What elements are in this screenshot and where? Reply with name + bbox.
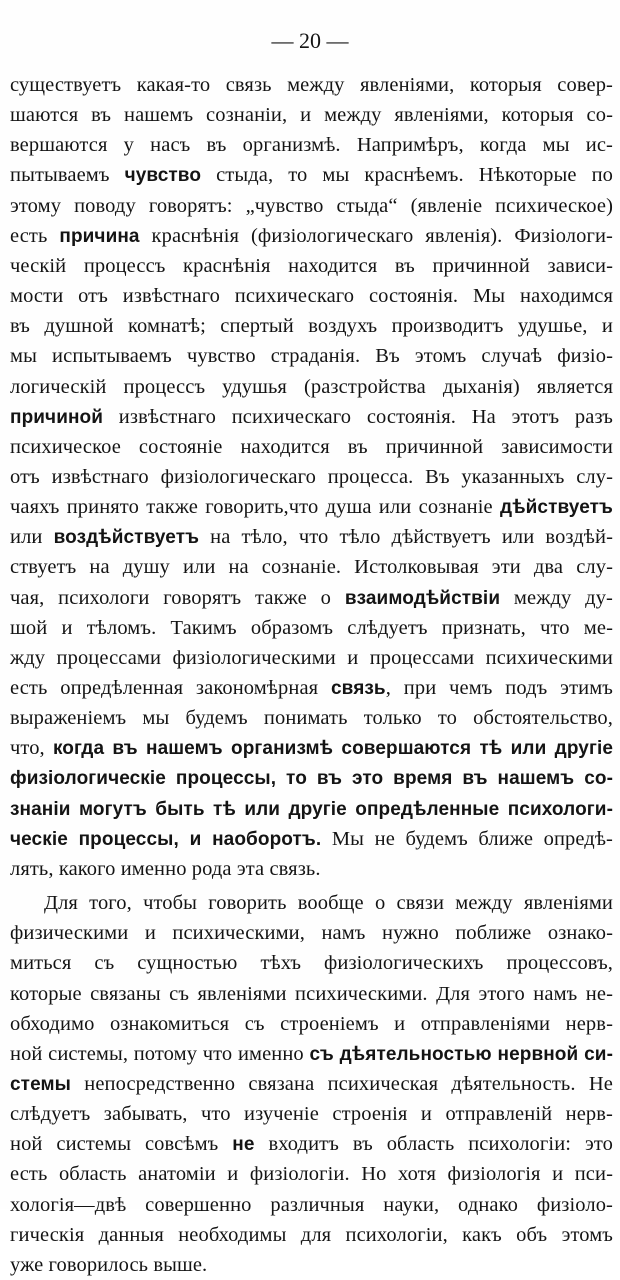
emphasized-text: связь: [331, 678, 386, 699]
text-segment: выраженіемъ мы будемъ понимать только то обстоятельство,: [10, 707, 613, 730]
text-line: [10, 1009, 613, 1039]
text-line: [10, 1220, 613, 1250]
emphasized-text: съ дѣятельностью нервной си-: [309, 1043, 613, 1065]
text-segment: или: [10, 526, 54, 549]
text-line: [10, 492, 613, 522]
text-segment: на тѣло, что тѣло дѣйствуетъ или воздѣй-: [199, 526, 613, 549]
text-line: [10, 341, 613, 371]
text-segment: пытываемъ: [10, 164, 125, 187]
text-line: [10, 763, 613, 793]
text-line: [10, 1069, 613, 1099]
text-segment: хологія—двѣ совершенно различныя науки, однако физіоло-: [10, 1193, 613, 1216]
text-segment: которые связаны съ явленіями психическими. Для этого намъ не-: [10, 982, 613, 1005]
emphasized-text: причина: [59, 225, 140, 247]
text-segment: Мы не будемъ ближе опредѣ-: [321, 827, 613, 850]
text-line: [10, 1039, 613, 1069]
text-line: [10, 824, 613, 854]
emphasized-text: дѣйствуетъ: [500, 497, 613, 519]
text-segment: стыда, то мы краснѣемъ. Нѣкоторые по: [201, 164, 614, 187]
text-segment: чая, психологи говорятъ также о: [10, 586, 345, 609]
text-segment: чаяхъ принято также говорить,что душа или сознаніе: [10, 496, 501, 519]
text-line: [10, 402, 613, 432]
text-line: [10, 251, 613, 281]
emphasized-text: стемы: [10, 1073, 71, 1095]
text-segment: Для того, чтобы говорить вообще о связи между явленіями: [44, 892, 613, 915]
text-segment: обходимо ознакомиться съ строеніемъ и отправленіями нерв-: [10, 1012, 613, 1035]
text-segment: существуетъ какая-то связь между явленіями, которыя совер-: [10, 74, 613, 96]
text-segment: жду процессами физіологическими и процессами психическими: [10, 646, 613, 669]
text-line: [10, 462, 613, 492]
text-line: [10, 583, 613, 613]
emphasized-text: воздѣйствуетъ: [53, 527, 200, 549]
text-segment: психическое состояніе находится въ причинной зависимости: [10, 435, 613, 458]
text-segment: входитъ въ область психологіи: это: [254, 1133, 613, 1156]
text-line: [10, 643, 613, 673]
text-line: [10, 1129, 613, 1159]
emphasized-text: когда въ нашемъ организмѣ совершаются тѣ или другіе: [52, 738, 614, 760]
text-segment: мости отъ извѣстнаго психическаго состоянія. Мы находимся: [10, 285, 613, 308]
emphasized-text: ческіе процессы, и наоборотъ.: [10, 828, 322, 850]
emphasized-text: знаніи могутъ быть тѣ или другіе опредѣленные психологи-: [10, 798, 613, 820]
text-line: [10, 1099, 613, 1129]
text-line: [10, 979, 613, 1009]
emphasized-text: причиной: [10, 406, 104, 428]
text-segment: уже говорилось выше.: [10, 1253, 208, 1276]
text-segment: гическія данныя необходимы для психологіи, какъ объ этомъ: [10, 1223, 613, 1246]
text-segment: ной системы, потому что именно: [10, 1042, 310, 1065]
text-segment: физическими и психическими, намъ нужно поближе ознако-: [10, 922, 613, 945]
text-segment: ной системы совсѣмъ: [10, 1133, 233, 1156]
text-line: [10, 918, 613, 948]
text-line: [44, 888, 613, 918]
text-line: [10, 432, 613, 462]
text-line: [10, 703, 613, 733]
text-segment: есть область анатоміи и физіологіи. Но хотя физіологія и пси-: [10, 1163, 613, 1186]
text-segment: между ду-: [500, 586, 613, 609]
text-line: [10, 281, 613, 311]
text-line: [10, 311, 613, 341]
text-segment: шой и тѣломъ. Такимъ образомъ слѣдуетъ признать, что ме-: [10, 616, 613, 639]
text-segment: въ душной комнатѣ; спертый воздухъ производитъ удушье, и: [10, 315, 613, 338]
text-line: [10, 948, 613, 978]
text-line: [10, 854, 613, 884]
text-line: [10, 70, 613, 100]
text-segment: непосредственно связана психическая дѣятельность. Не: [70, 1072, 613, 1095]
emphasized-text: чувство: [124, 165, 202, 187]
text-line: [10, 522, 613, 552]
text-segment: этому поводу говорятъ: „чувство стыда“ (явленіе психическое): [10, 194, 613, 217]
text-line: [10, 372, 613, 402]
text-segment: краснѣнія (физіологическаго явленія). Физіологи-: [139, 224, 613, 247]
text-line: [10, 1190, 613, 1220]
text-segment: миться съ сущностью тѣхъ физіологическихъ процессовъ,: [10, 952, 613, 975]
text-line: [10, 160, 613, 190]
text-line: [10, 794, 613, 824]
text-segment: шаются въ нашемъ сознаніи, и между явленіями, которыя со-: [10, 104, 613, 127]
text-segment: ческій процессъ краснѣнія находится въ причинной зависи-: [10, 254, 613, 277]
text-segment: отъ извѣстнаго физіологическаго процесса. Въ указанныхъ слу-: [10, 465, 613, 488]
text-line: [10, 733, 613, 763]
text-segment: извѣстнаго психическаго состоянія. На этотъ разъ: [103, 405, 613, 428]
text-segment: что,: [10, 737, 53, 760]
emphasized-text: не: [232, 1134, 255, 1156]
text-line: [10, 613, 613, 643]
text-segment: есть опредѣленная закономѣрная: [10, 677, 331, 699]
text-line: [10, 191, 613, 221]
text-line: [10, 673, 613, 703]
emphasized-text: взаимодѣйствіи: [344, 587, 501, 609]
text-segment: вершаются у насъ въ организмѣ. Напримѣръ, когда мы ис-: [10, 134, 613, 157]
text-segment: , при чемъ подъ этимъ: [385, 677, 613, 699]
text-line: [10, 552, 613, 582]
text-line: [10, 130, 613, 160]
text-segment: логическій процессъ удушья (разстройства дыханія) является: [10, 375, 613, 398]
text-line: [10, 1250, 613, 1280]
text-segment: лять, какого именно рода эта связь.: [10, 857, 321, 880]
text-line: [10, 1159, 613, 1189]
emphasized-text: физіологическіе процессы, то въ это время въ нашемъ со-: [10, 768, 613, 790]
text-line: [10, 221, 613, 251]
text-segment: ствуетъ на душу или на сознаніе. Истолковывая эти два слу-: [10, 556, 613, 579]
page-number: — 20 —: [271, 28, 349, 53]
text-segment: слѣдуетъ забывать, что изученіе строенія и отправленій нерв-: [10, 1103, 613, 1126]
text-line: [10, 100, 613, 130]
text-segment: есть: [10, 224, 60, 247]
text-segment: мы испытываемъ чувство страданія. Въ этомъ случаѣ физіо-: [10, 345, 613, 368]
